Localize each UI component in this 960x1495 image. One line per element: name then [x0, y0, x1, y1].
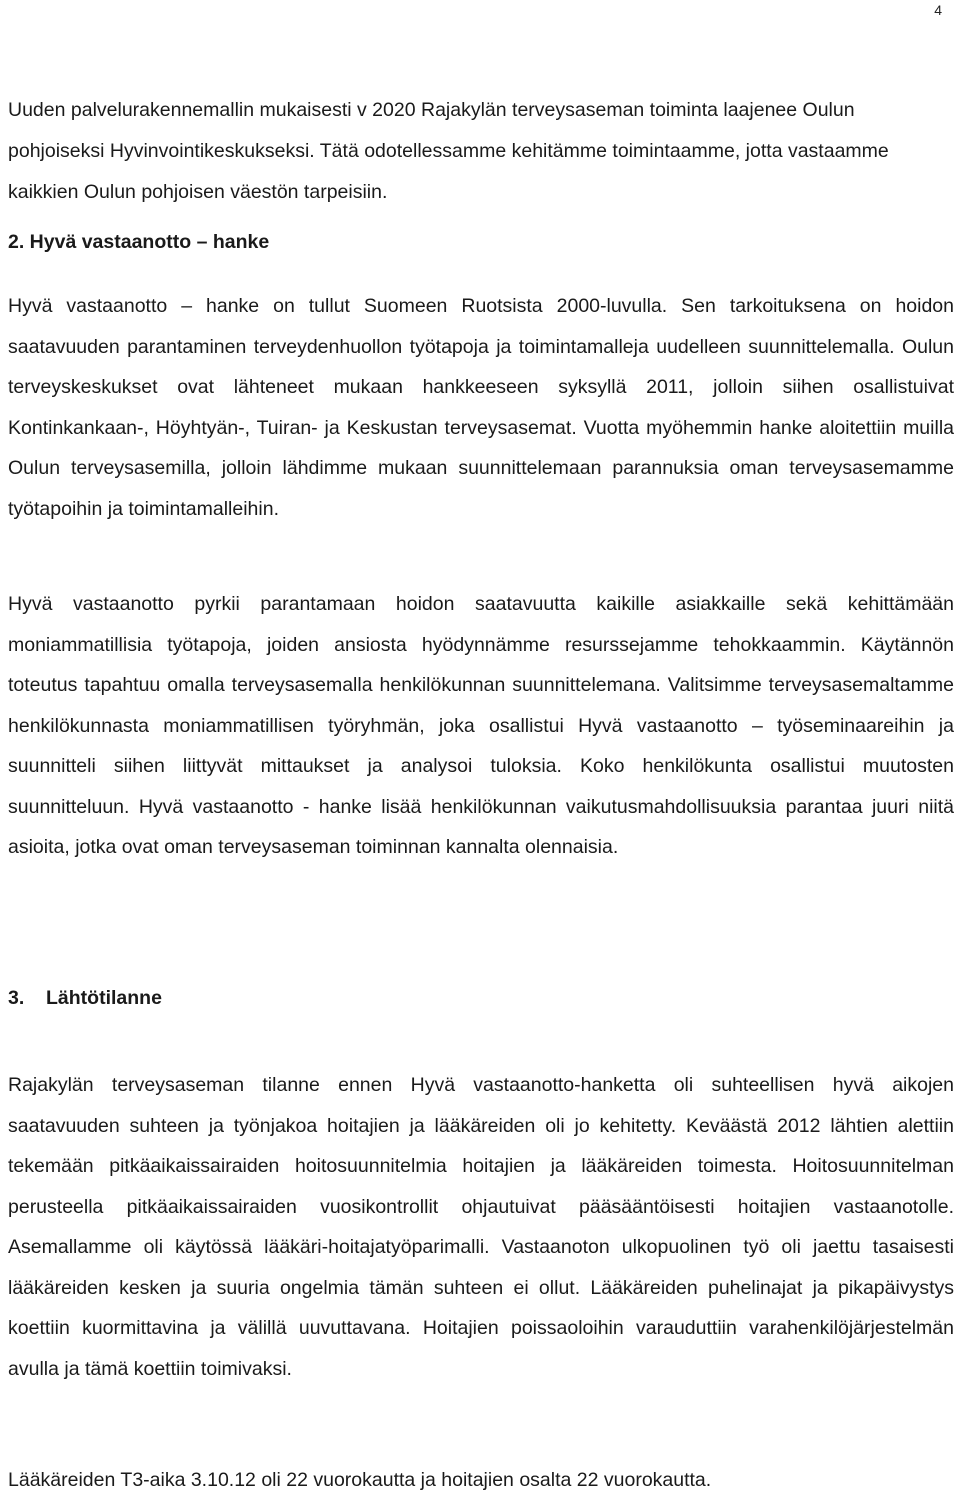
section-3-number: 3.	[8, 987, 25, 1009]
section-3-paragraph-2: Lääkäreiden T3-aika 3.10.12 oli 22 vuorokautta ja hoitajien osalta 22 vuorokautta.	[8, 1469, 712, 1491]
section-2-heading: 2. Hyvä vastaanotto – hanke	[8, 231, 270, 253]
page-number: 4	[934, 2, 942, 18]
section-3-paragraph-1: Rajakylän terveysaseman tilanne ennen Hyvä vastaanotto-hanketta oli suhteellisen hyvä aikojen saatavuuden suhteen ja työnjakoa hoitajien ja lääkäreiden oli jo kehitetty. Keväästä 2012 lähtien alettiin tekemään pitkäaikaissairaiden hoitosuunnitelmia hoitajien ja lääkäreiden toimesta. Hoitosuunnitelman perusteella pitkäaikaissairaiden vuosikontrollit ohjautuivat pääsääntöisesti hoitajien vastaanotolle. Asemallamme oli käytössä lääkäri-hoitajatyöparimalli. Vastaanoton ulkopuolinen työ oli jaettu tasaisesti lääkäreiden kesken ja suuria ongelmia tämän suhteen ei ollut. Lääkäreiden puhelinajat ja pikapäivystys koettiin kuormittavina ja välillä uuvuttavana. Hoitajien poissaoloihin varauduttiin varahenkilöjärjestelmän avulla ja tämä koettiin toimivaksi.	[8, 1074, 954, 1380]
section-2-paragraph-2: Hyvä vastaanotto pyrkii parantamaan hoidon saatavuutta kaikille asiakkaille sekä kehittämään moniammatillisia työtapoja, joiden ansiosta hyödynnämme resurssejamme tehokkaammin. Käytännön toteutus tapahtuu omalla terveysasemalla henkilökunnan suunnittelemana. Valitsimme terveysasemaltamme henkilökunnasta moniammatillisen työryhmän, joka osallistui Hyvä vastaanotto – työseminaareihin ja suunnitteli siihen liittyvät mittaukset ja analysoi tuloksia. Koko henkilökunta osallistui muutosten suunnitteluun. Hyvä vastaanotto - hanke lisää henkilökunnan vaikutusmahdollisuuksia parantaa juuri niitä asioita, jotka ovat oman terveysaseman toiminnan kannalta olennaisia.	[8, 593, 954, 858]
section-2-paragraph-1: Hyvä vastaanotto – hanke on tullut Suomeen Ruotsista 2000-luvulla. Sen tarkoituksena on hoidon saatavuuden parantaminen terveydenhuollon työtapoja ja toimintamalleja uudelleen suunnittelemalla. Oulun terveyskeskukset ovat lähteneet mukaan hankkeeseen syksyllä 2011, jolloin siihen osallistuivat Kontinkankaan-, Höyhtyän-, Tuiran- ja Keskustan terveysasemat. Vuotta myöhemmin hanke aloitettiin muilla Oulun terveysasemilla, jolloin lähdimme mukaan suunnittelemaan parannuksia oman terveysasemamme työtapoihin ja toimintamalleihin.	[8, 295, 954, 520]
intro-paragraph: Uuden palvelurakennemallin mukaisesti v 2020 Rajakylän terveysaseman toiminta laajenee Oulun pohjoiseksi Hyvinvointikeskukseksi. Tätä odotellessamme kehitämme toimintaamme, jotta vastaamme kaikkien Oulun pohjoisen väestön tarpeisiin.	[8, 99, 889, 203]
section-3-heading	[8, 987, 162, 1010]
section-3-title: Lähtötilanne	[46, 987, 162, 1009]
